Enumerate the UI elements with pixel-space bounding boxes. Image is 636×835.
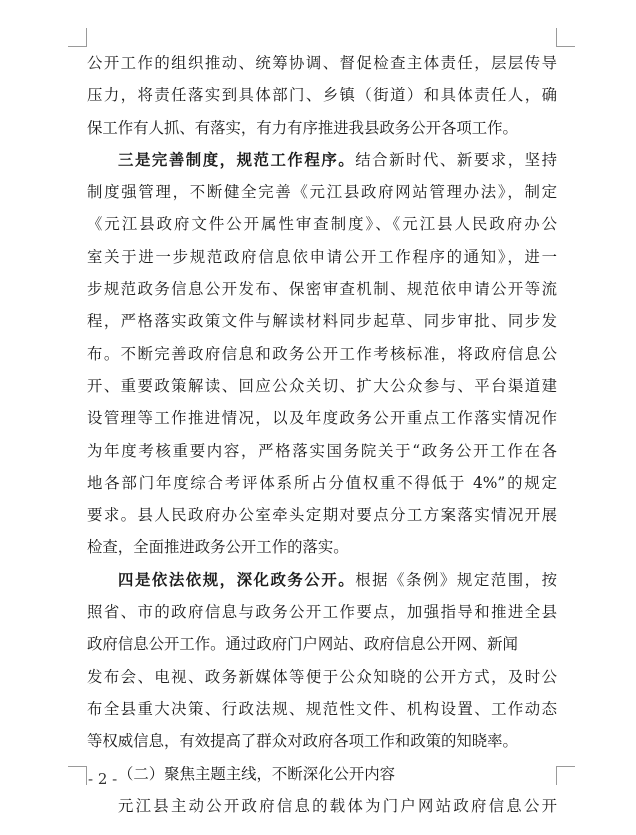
text-line (87, 531, 557, 563)
text-line-content: 根据《条例》规定范围，按 (355, 570, 557, 589)
text-line-content: 要求。县人民政府办公室牵头定期对要点分工方案落实情况开展 (87, 506, 557, 525)
text-line-content: 室关于进一步规范政府信息依申请公开工作程序的通知》，进一 (87, 247, 557, 266)
text-line-content: 政府信息公开工作。通过政府门户网站、政府信息公开网、新闻 (87, 635, 518, 654)
text-line (87, 435, 557, 467)
text-line-content: （二）聚焦主题主线，不断深化公开内容 (118, 764, 396, 783)
text-line-content: 为年度考核重要内容，严格落实国务院关于“政务公开工作在各 (87, 441, 557, 460)
text-line-content: 地各部门年度综合考评体系所占分值权重不得低于 4%”的规定 (87, 473, 557, 492)
text-line (87, 467, 557, 499)
document-body (87, 47, 557, 822)
text-line (87, 693, 557, 725)
text-line (87, 564, 557, 596)
text-line (87, 661, 557, 693)
page-number: - 2 - (88, 770, 118, 788)
text-line (87, 628, 557, 660)
text-line-content: 开、重要政策解读、回应公众关切、扩大公众参与、平台渠道建 (87, 376, 557, 395)
text-line (87, 176, 557, 208)
text-line-content: 《元江县政府文件公开属性审查制度》、《元江县人民政府办公 (87, 215, 557, 234)
section-lead-heading: 三是完善制度，规范工作程序。 (118, 150, 356, 169)
crop-mark-bottom-right (556, 766, 575, 785)
text-line (87, 208, 557, 240)
crop-mark-bottom-left (68, 766, 87, 785)
text-line-content: 制度强管理，不断健全完善《元江县政府网站管理办法》，制定 (87, 183, 557, 202)
text-line-content: 照省、市的政府信息与政务公开工作要点，加强指导和推进全县 (87, 603, 557, 622)
text-line-content: 元江县主动公开政府信息的载体为门户网站政府信息公开 (118, 796, 557, 815)
text-line-content: 压力，将责任落实到具体部门、乡镇（街道）和具体责任人，确 (87, 86, 557, 105)
text-line-content: 布全县重大决策、行政法规、规范性文件、机构设置、工作动态 (87, 699, 557, 718)
crop-mark-top-left (68, 28, 87, 47)
text-line (87, 758, 557, 790)
text-line (87, 144, 557, 176)
text-line (87, 499, 557, 531)
text-line (87, 370, 557, 402)
text-line-content: 检查，全面推进政务公开工作的落实。 (87, 538, 349, 557)
crop-mark-top-right (556, 28, 575, 47)
text-line (87, 790, 557, 822)
text-line-content: 布。不断完善政府信息和政务公开工作考核标准，将政府信息公 (87, 344, 557, 363)
text-line (87, 241, 557, 273)
text-line-content: 等权威信息，有效提高了群众对政府各项工作和政策的知晓率。 (87, 732, 518, 751)
text-line-content: 保工作有人抓、有落实，有力有序推进我县政务公开各项工作。 (87, 118, 518, 137)
text-line (87, 47, 557, 79)
text-line (87, 596, 557, 628)
text-line-content: 设管理等工作推进情况，以及年度政务公开重点工作落实情况作 (87, 409, 557, 428)
text-line (87, 112, 557, 144)
text-line (87, 305, 557, 337)
text-line-content: 公开工作的组织推动、统筹协调、督促检查主体责任，层层传导 (87, 54, 557, 72)
text-line-content: 发布会、电视、政务新媒体等便于公众知晓的公开方式，及时公 (87, 667, 557, 686)
section-lead-heading: 四是依法依规，深化政务公开。 (118, 570, 356, 589)
text-line (87, 725, 557, 757)
text-line-content: 程，严格落实政策文件与解读材料同步起草、同步审批、同步发 (87, 312, 557, 331)
text-line (87, 402, 557, 434)
text-line (87, 338, 557, 370)
text-line (87, 79, 557, 111)
text-line-content: 结合新时代、新要求，坚持 (355, 150, 557, 169)
text-line-content: 步规范政务信息公开发布、保密审查机制、规范依申请公开等流 (87, 280, 557, 299)
text-line (87, 273, 557, 305)
